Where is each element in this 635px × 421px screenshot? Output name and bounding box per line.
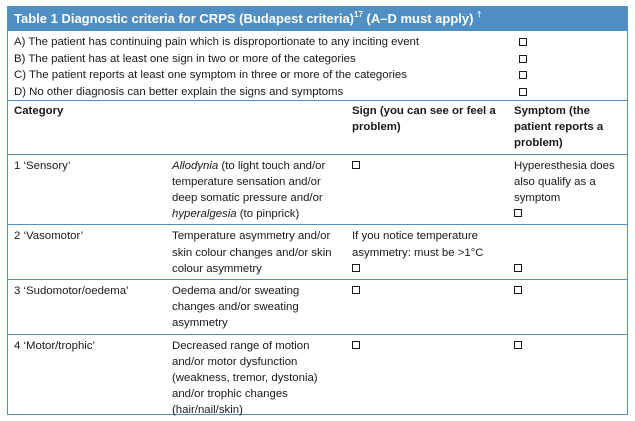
row-category: 4 ‘Motor/trophic’ [8,334,166,421]
checkbox-icon[interactable] [514,341,522,349]
category-table [8,100,627,421]
header-category: Category [8,101,166,155]
row-description: Oedema and/or sweating changes and/or sweating asymmetry [166,280,346,335]
sign-note: If you notice temperature asymmetry: must be >1°C [352,230,484,259]
symptom-spacer [514,245,623,261]
row-description [166,154,346,225]
row-symptom [508,280,627,335]
criterion-text: B) The patient has at least one sign in two or more of the categories [14,52,356,65]
header-description [166,101,346,155]
table-title [8,7,627,31]
checkbox-icon[interactable] [352,341,360,349]
checkbox-icon[interactable] [514,264,522,272]
criteria-list [8,31,627,100]
checkbox-icon[interactable] [514,286,522,294]
criterion-text: A) The patient has continuing pain which is disproportionate to any inciting event [14,36,420,48]
row-sign [346,154,508,225]
checkbox-icon[interactable] [519,88,527,96]
row-sign [346,225,508,280]
table-row [8,225,627,280]
table-row [8,154,627,225]
table-row [8,280,627,335]
description-text: (to pinprick) [236,208,300,221]
row-description: Decreased range of motion and/or motor dysfunction (weakness, tremor, dystonia) and/or trophic changes (hair/nail/skin) [166,334,346,421]
description-term: Allodynia [172,159,219,172]
row-category: 2 ‘Vasomotor’ [8,225,166,280]
criterion-b [8,51,627,68]
criterion-text: C) The patient reports at least one symptom in three or more of the categories [14,69,407,81]
checkbox-icon[interactable] [519,55,527,63]
row-category: 3 ‘Sudomotor/oedema’ [8,280,166,335]
criterion-d [8,84,627,101]
criteria-table-frame [7,6,628,415]
row-symptom [508,334,627,421]
checkbox-icon[interactable] [519,38,527,46]
criterion-a [8,34,627,51]
symptom-note: Hyperesthesia does also qualify as a symptom [514,159,615,205]
header-symptom: Symptom (the patient reports a problem) [508,101,627,155]
checkbox-icon[interactable] [514,209,522,217]
title-text: Table 1 Diagnostic criteria for CRPS (Budapest criteria) [14,11,355,26]
table-header-row [8,101,627,155]
symptom-spacer [514,228,623,244]
checkbox-icon[interactable] [352,286,360,294]
table-row [8,334,627,421]
description-term: hyperalgesia [172,208,237,221]
title-reference: 17 [354,10,363,19]
title-suffix: (A–D must apply) [362,11,478,26]
row-description: Temperature asymmetry and/or skin colour changes and/or skin colour asymmetry [166,225,346,280]
criterion-c [8,67,627,84]
row-category: 1 ‘Sensory’ [8,154,166,225]
title-dagger: † [477,10,482,19]
row-symptom [508,225,627,280]
row-symptom [508,154,627,225]
criterion-text: D) No other diagnosis can better explain the signs and symptoms [14,85,344,98]
row-sign [346,334,508,421]
checkbox-icon[interactable] [519,71,527,79]
checkbox-icon[interactable] [352,161,360,169]
checkbox-icon[interactable] [352,264,360,272]
header-sign: Sign (you can see or feel a problem) [346,101,508,155]
description-text: (to light touch and/or temperature sensation and/or deep somatic pressure and/or [172,159,326,205]
row-sign [346,280,508,335]
